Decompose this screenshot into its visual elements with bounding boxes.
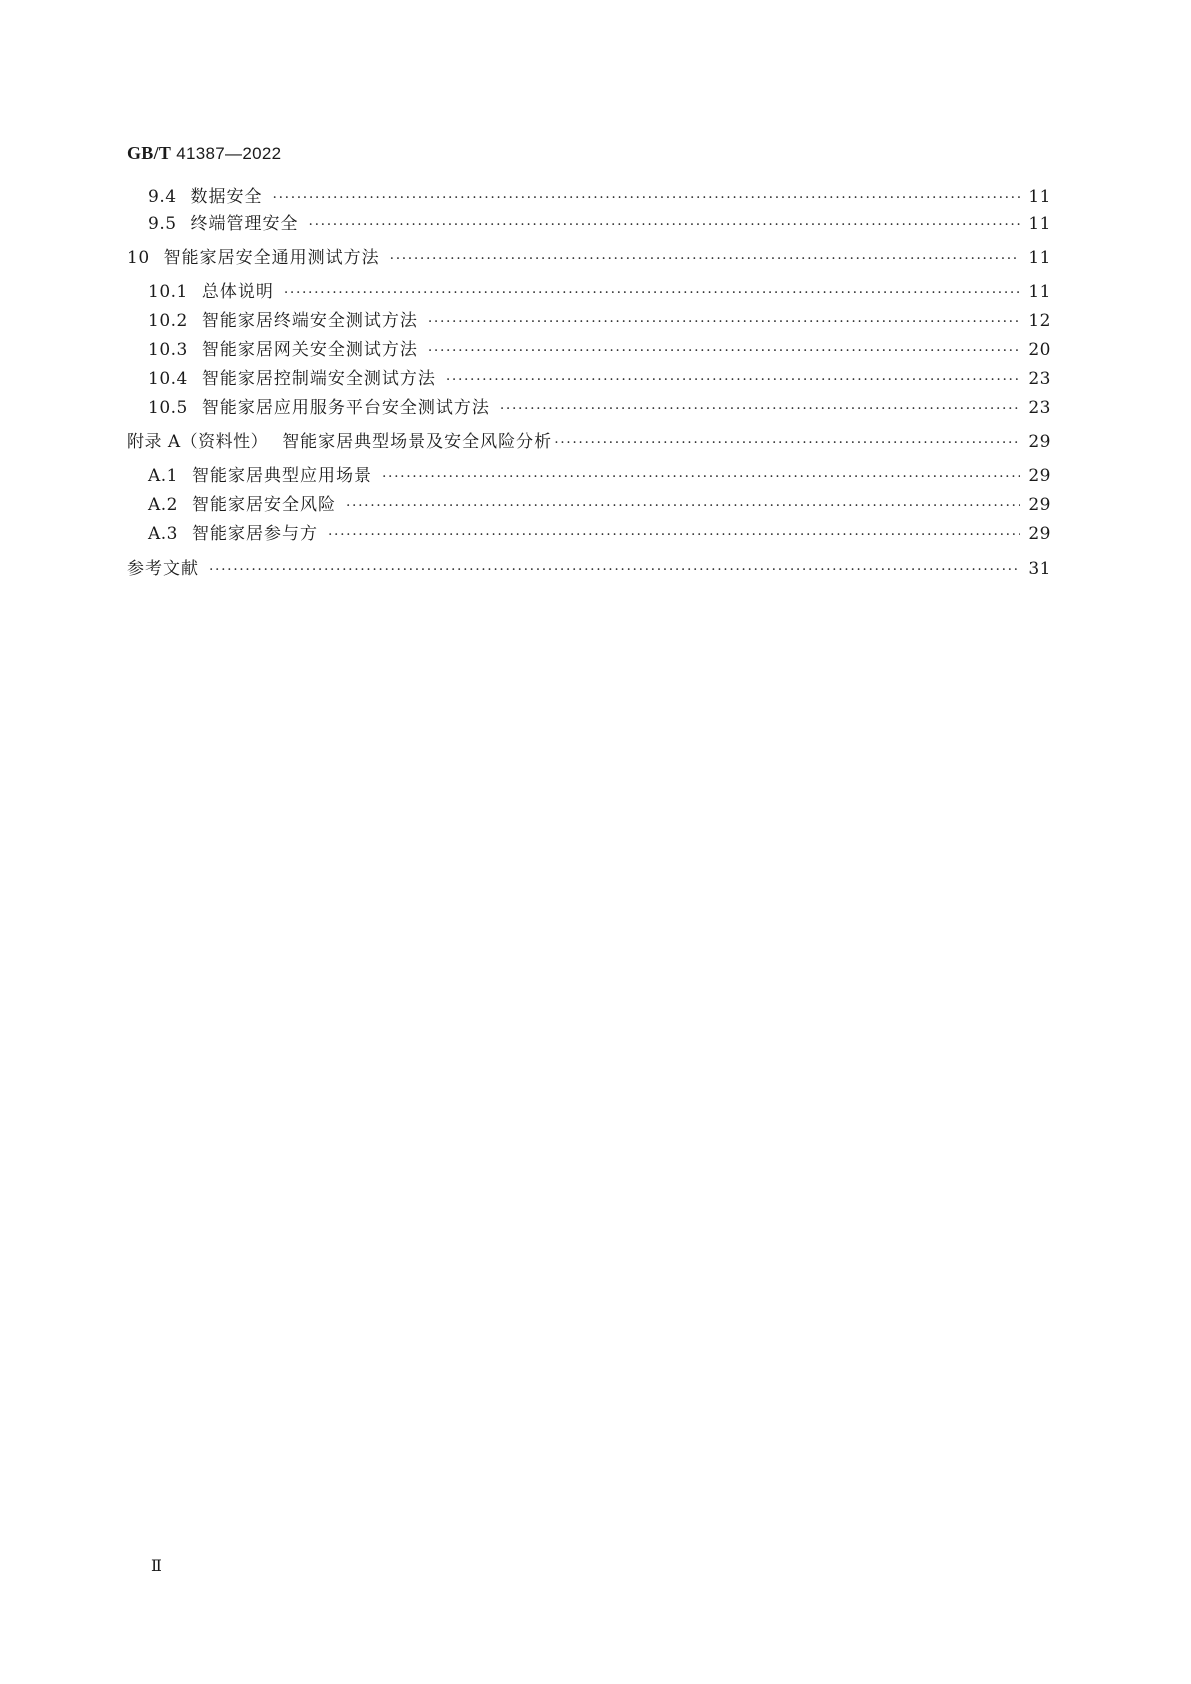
toc-entry[interactable]	[127, 247, 1051, 269]
standard-number: 41387—2022	[176, 144, 282, 163]
toc-entry-title: 智能家居网关安全测试方法	[201, 340, 418, 360]
toc-entry-title: 智能家居安全风险	[192, 495, 336, 515]
toc-entry-page: 11	[1028, 282, 1051, 302]
toc-entry-page: 11	[1028, 214, 1051, 234]
toc-entry-number: A.3	[148, 524, 178, 544]
toc-entry-page: 11	[1028, 187, 1051, 207]
toc-entry-title: 智能家居安全通用测试方法	[163, 248, 380, 268]
toc-entry-title: 参考文献	[127, 559, 199, 579]
toc-entry[interactable]	[127, 558, 1051, 580]
toc-entry-number: 9.4	[148, 187, 177, 207]
toc-entry[interactable]	[127, 213, 1051, 235]
toc-entry[interactable]	[127, 310, 1051, 332]
toc-entry-page: 11	[1028, 248, 1051, 268]
toc-entry-title: 智能家居终端安全测试方法	[201, 311, 418, 331]
document-header	[127, 143, 281, 164]
toc-entry-title: 智能家居参与方	[192, 524, 318, 544]
toc-entry[interactable]	[127, 523, 1051, 545]
dot-leader	[328, 524, 1020, 546]
toc-entry-number: A.1	[148, 466, 178, 486]
toc-entry[interactable]	[127, 465, 1051, 487]
toc-entry[interactable]	[127, 431, 1051, 453]
toc-entry-number: A.2	[148, 495, 178, 515]
dot-leader	[390, 248, 1021, 270]
page-number: Ⅱ	[151, 1556, 162, 1575]
dot-leader	[309, 214, 1021, 236]
toc-entry[interactable]	[127, 397, 1051, 419]
toc-entry-number: 10.5	[148, 398, 188, 418]
toc-entry-title: 数据安全	[190, 187, 263, 207]
toc-entry-page: 29	[1028, 495, 1051, 515]
toc-entry-number: 10	[127, 248, 150, 268]
dot-leader	[273, 187, 1021, 209]
toc-entry[interactable]	[127, 186, 1051, 208]
dot-leader	[428, 340, 1021, 362]
toc-entry-title: 智能家居典型场景及安全风险分析	[282, 432, 553, 452]
dot-leader	[554, 432, 1020, 454]
toc-entry-page: 29	[1028, 524, 1051, 544]
toc-entry-title: 终端管理安全	[190, 214, 299, 234]
toc-entry-page: 31	[1028, 559, 1051, 579]
toc-entry-page: 23	[1028, 369, 1051, 389]
standard-prefix: GB/T	[127, 143, 172, 163]
toc-entry-number: 10.1	[148, 282, 188, 302]
toc-entry-title: 智能家居应用服务平台安全测试方法	[201, 398, 490, 418]
toc-entry-number: 10.3	[148, 340, 188, 360]
toc-entry[interactable]	[127, 281, 1051, 303]
toc-entry-page: 20	[1028, 340, 1051, 360]
toc-entry-title: 总体说明	[201, 282, 274, 302]
toc-entry[interactable]	[127, 339, 1051, 361]
dot-leader	[446, 369, 1021, 391]
toc-entry-number: 10.4	[148, 369, 188, 389]
dot-leader	[284, 282, 1021, 304]
dot-leader	[500, 398, 1021, 420]
dot-leader	[209, 559, 1020, 581]
dot-leader	[382, 466, 1020, 488]
toc-entry-page: 23	[1028, 398, 1051, 418]
toc-entry-number: 附录 A（资料性）	[127, 432, 269, 452]
toc-entry-page: 12	[1028, 311, 1051, 331]
toc-entry-title: 智能家居典型应用场景	[192, 466, 372, 486]
toc-entry-number: 10.2	[148, 311, 188, 331]
toc-entry-page: 29	[1028, 432, 1051, 452]
dot-leader	[346, 495, 1020, 517]
dot-leader	[428, 311, 1021, 333]
toc-entry[interactable]	[127, 368, 1051, 390]
toc-entry[interactable]	[127, 494, 1051, 516]
toc-entry-number: 9.5	[148, 214, 177, 234]
toc-entry-title: 智能家居控制端安全测试方法	[201, 369, 436, 389]
toc-entry-page: 29	[1028, 466, 1051, 486]
